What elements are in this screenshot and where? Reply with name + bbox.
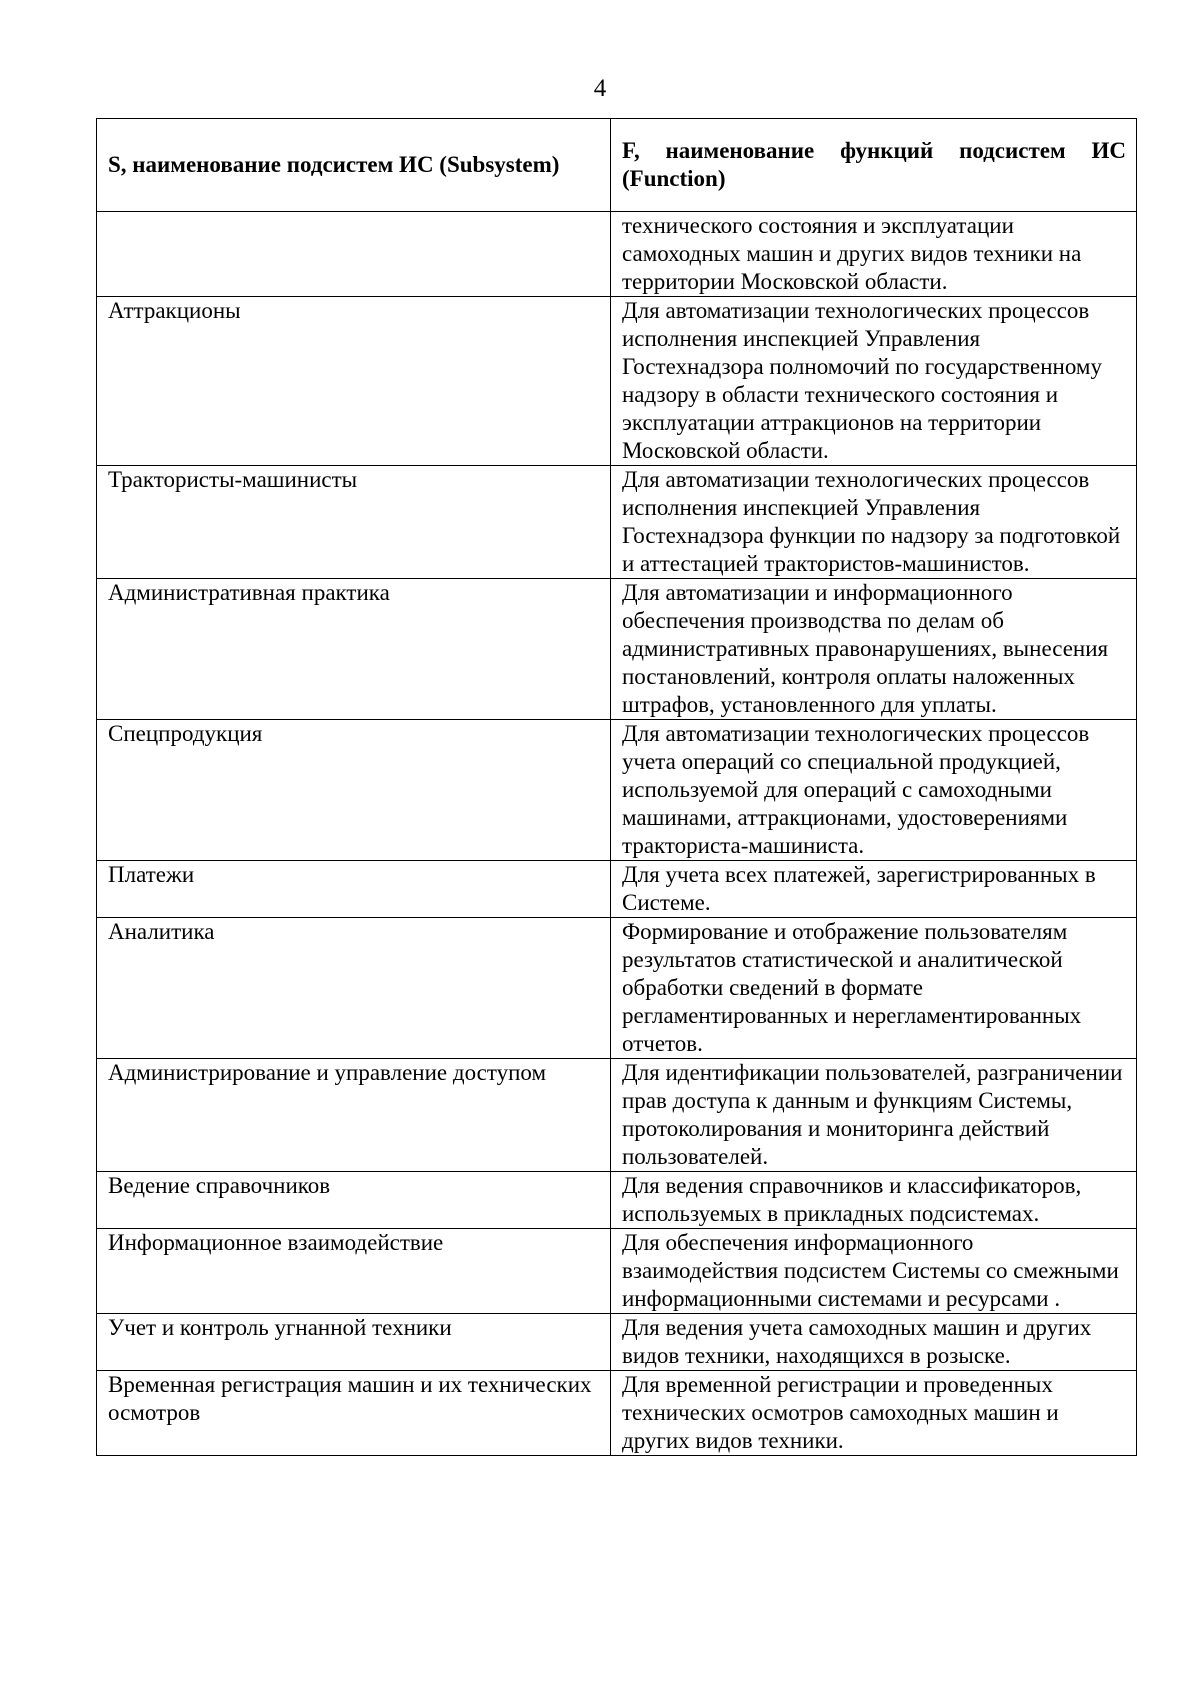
function-description: Для обеспечения информационного взаимодействия подсистем Системы со смежными информационными системами и ресурсами . [622, 1230, 1119, 1311]
table-row [97, 579, 1137, 720]
function-cell [611, 720, 1137, 861]
subsystem-cell [97, 212, 611, 297]
subsystem-name: Платежи [108, 862, 195, 887]
subsystem-name: Трактористы-машинисты [108, 467, 358, 492]
function-cell [611, 1314, 1137, 1371]
function-cell [611, 1229, 1137, 1314]
table-row [97, 297, 1137, 466]
subsystem-name: Аналитика [108, 919, 215, 944]
subsystem-name: Администрирование и управление доступом [108, 1060, 547, 1085]
function-cell [611, 466, 1137, 579]
table-row [97, 918, 1137, 1059]
subsystem-name: Учет и контроль угнанной техники [108, 1315, 452, 1340]
table-row [97, 1229, 1137, 1314]
subsystem-cell [97, 1059, 611, 1172]
header-function: F, наименование функций подсистем ИС (Function) [611, 119, 1137, 212]
table-row [97, 1172, 1137, 1229]
subsystem-cell [97, 1229, 611, 1314]
table-header-row [97, 119, 1137, 212]
function-description: Формирование и отображение пользователям результатов статистической и аналитической обработки сведений в формате регламентированных и нерегламентированных отчетов. [622, 919, 1082, 1056]
table-row [97, 1059, 1137, 1172]
subsystem-cell [97, 1371, 611, 1456]
function-description: технического состояния и эксплуатации самоходных машин и других видов техники на территории Московской области. [622, 213, 1082, 294]
page-number: 4 [593, 75, 607, 102]
function-description: Для идентификации пользователей, разграничении прав доступа к данным и функциям Системы, протоколирования и мониторинга действий пользователей. [622, 1060, 1123, 1169]
function-cell [611, 861, 1137, 918]
subsystem-cell [97, 466, 611, 579]
subsystem-cell [97, 918, 611, 1059]
function-description: Для ведения справочников и классификаторов, используемых в прикладных подсистемах. [622, 1173, 1082, 1226]
table-body [97, 212, 1137, 1456]
function-cell [611, 918, 1137, 1059]
subsystem-cell [97, 1314, 611, 1371]
function-description: Для автоматизации и информационного обеспечения производства по делам об административных правонарушениях, вынесения постановлений, контроля оплаты наложенных штрафов, установленного для уплаты. [622, 580, 1109, 717]
subsystem-name: Аттракционы [108, 298, 241, 323]
function-cell [611, 297, 1137, 466]
subsystem-cell [97, 720, 611, 861]
function-description: Для ведения учета самоходных машин и других видов техники, находящихся в розыске. [622, 1315, 1092, 1368]
table-row [97, 861, 1137, 918]
subsystem-cell [97, 861, 611, 918]
table-row [97, 1371, 1137, 1456]
function-description: Для автоматизации технологических процессов исполнения инспекцией Управления Гостехнадзора функции по надзору за подготовкой и аттестацией трактористов-машинистов. [622, 467, 1121, 576]
table-row [97, 720, 1137, 861]
function-cell [611, 212, 1137, 297]
function-cell [611, 1059, 1137, 1172]
function-description: Для автоматизации технологических процессов учета операций со специальной продукцией, используемой для операций с самоходными машинами, аттракционами, удостоверениями тракториста-машиниста. [622, 721, 1090, 858]
table-row [97, 466, 1137, 579]
function-description: Для временной регистрации и проведенных технических осмотров самоходных машин и других видов техники. [622, 1372, 1059, 1453]
subsystem-cell [97, 1172, 611, 1229]
function-cell [611, 579, 1137, 720]
function-cell [611, 1172, 1137, 1229]
subsystem-cell [97, 579, 611, 720]
function-description: Для учета всех платежей, зарегистрированных в Системе. [622, 862, 1096, 915]
subsystem-name: Административная практика [108, 580, 390, 605]
function-description: Для автоматизации технологических процессов исполнения инспекцией Управления Гостехнадзора полномочий по государственному надзору в области технического состояния и эксплуатации аттракционов на территории Московской области. [622, 298, 1102, 463]
subsystem-cell [97, 297, 611, 466]
subsystem-name: Ведение справочников [108, 1173, 331, 1198]
function-cell [611, 1371, 1137, 1456]
subsystem-name: Спецпродукция [108, 721, 263, 746]
table-row [97, 212, 1137, 297]
subsystem-name: Информационное взаимодействие [108, 1230, 444, 1255]
header-subsystem: S, наименование подсистем ИС (Subsystem) [97, 119, 611, 212]
subsystems-table [96, 118, 1137, 1456]
table-row [97, 1314, 1137, 1371]
subsystem-name: Временная регистрация машин и их технических осмотров [108, 1372, 592, 1425]
